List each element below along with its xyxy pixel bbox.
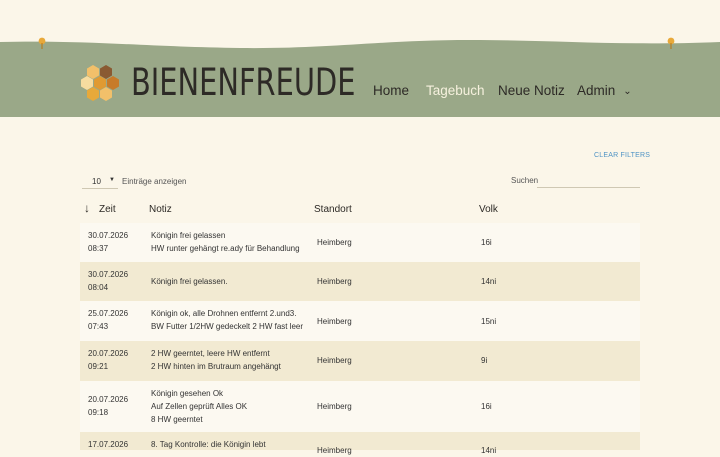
row-note-line: Königin frei gelassen. [151,277,228,286]
brand-name[interactable]: BIENENFREUDE [131,61,356,104]
row-date: 20.07.2026 [88,395,129,404]
table-row[interactable] [80,223,640,262]
column-header-volk[interactable]: Volk [479,204,498,215]
row-location: Heimberg [317,356,352,365]
row-clock: 08:37 [88,244,109,253]
table-row[interactable] [80,341,640,381]
chevron-down-icon: ⌄ [623,86,632,97]
row-location: Heimberg [317,317,352,326]
row-note-line: Königin gesehen Ok [151,389,224,398]
row-location: Heimberg [317,238,352,247]
nav-neue-notiz[interactable]: Neue Notiz [498,83,565,98]
row-date: 30.07.2026 [88,231,129,240]
column-header-notiz[interactable]: Notiz [149,204,172,215]
row-note [151,347,281,373]
row-note-line: 2 HW geerntet, leere HW entfernt [151,349,270,358]
row-note [151,275,228,288]
row-note-line: 8 HW geerntet [151,415,203,424]
table-row[interactable] [80,262,640,301]
drop-pin-icon [667,37,675,49]
drop-pin-icon [38,37,46,49]
row-time [88,268,128,294]
row-volk: 14ni [481,446,497,455]
arrow-down-icon[interactable]: ↓ [84,201,90,215]
row-volk: 9i [481,356,488,365]
table-row[interactable] [80,381,640,432]
row-note-line: Königin ok, alle Drohnen entfernt 2.und3. [151,309,297,318]
row-note-line: 2 HW hinten im Brutraum angehängt [151,362,281,371]
nav-home[interactable]: Home [373,83,410,98]
nav-admin-label: Admin [577,83,616,98]
row-note [151,387,247,426]
row-location: Heimberg [317,402,352,411]
row-time [88,438,128,451]
row-note [151,307,303,333]
row-date: 20.07.2026 [88,349,129,358]
row-note [151,438,266,451]
row-note-line: Königin frei gelassen [151,231,226,240]
row-note-line: Auf Zellen geprüft Alles OK [151,402,248,411]
row-location: Heimberg [317,277,352,286]
clear-filters-link[interactable]: CLEAR FILTERS [594,152,651,159]
search-label: Suchen [511,176,539,185]
row-time [88,229,128,255]
row-note-line: 8. Tag Kontrolle: die Königin lebt [151,440,266,449]
row-note-line: BW Futter 1/2HW gedeckelt 2 HW fast leer [151,322,304,331]
table-row[interactable] [80,432,640,455]
nav-admin[interactable] [577,83,632,98]
column-header-zeit[interactable]: Zeit [99,204,116,215]
search-input[interactable] [537,173,640,188]
column-header-standort[interactable]: Standort [314,204,352,215]
row-note-line: HW runter gehängt re.ady für Behandlung [151,244,300,253]
row-time [88,393,128,419]
entries-length-label: Einträge anzeigen [122,177,187,186]
row-location: Heimberg [317,446,352,455]
row-volk: 16i [481,238,492,247]
row-volk: 16i [481,402,492,411]
row-clock: 07:43 [88,322,109,331]
entries-length-select[interactable] [82,175,118,189]
chevron-down-icon: ▼ [109,177,115,183]
entries-length-value: 10 [92,177,101,186]
row-date: 30.07.2026 [88,270,129,279]
row-volk: 14ni [481,277,497,286]
row-volk: 15ni [481,317,497,326]
row-time [88,307,128,333]
row-date: 17.07.2026 [88,440,129,449]
row-note [151,229,300,255]
row-date: 25.07.2026 [88,309,129,318]
honeycomb-logo-icon[interactable] [79,62,121,104]
row-clock: 09:18 [88,408,109,417]
row-clock: 09:21 [88,362,109,371]
site-header [0,0,720,117]
table-row[interactable] [80,301,640,341]
row-time [88,347,128,373]
nav-tagebuch[interactable]: Tagebuch [426,83,485,98]
row-clock: 08:04 [88,283,109,292]
